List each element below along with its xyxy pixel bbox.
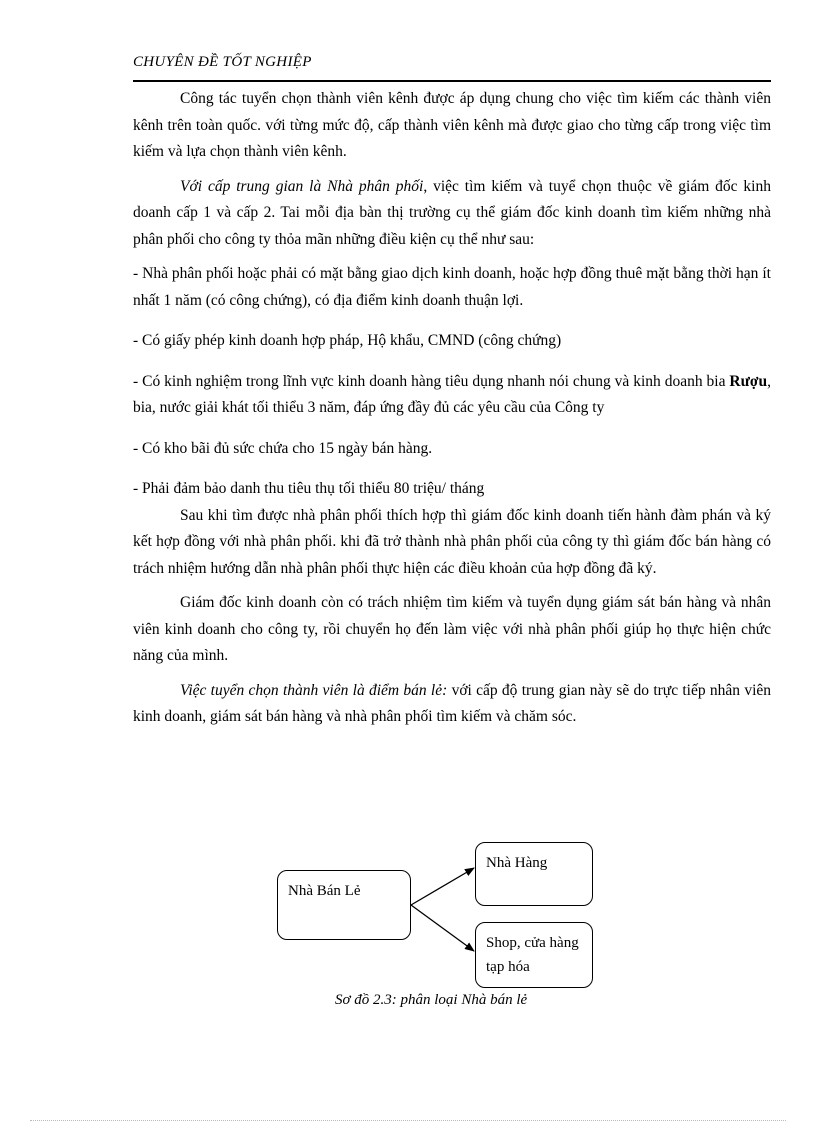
bullet-4: - Có kho bãi đủ sức chứa cho 15 ngày bán hàng. xyxy=(133,439,433,457)
bullet-3-pre: - Có kinh nghiệm trong lĩnh vực kinh doanh hàng tiêu dụng nhanh nói chung và kinh doanh bia xyxy=(133,372,730,390)
bullet-1: - Nhà phân phối hoặc phải có mặt bằng giao dịch kinh doanh, hoặc hợp đồng thuê mặt bằng thời hạn ít nhất 1 năm (có công chứng), có địa điểm kinh doanh thuận lợi. xyxy=(133,265,771,309)
page-bottom-divider xyxy=(30,1120,786,1121)
arrow-to-shop xyxy=(411,905,474,951)
paragraph-5 xyxy=(133,678,771,731)
paragraph-1: Công tác tuyển chọn thành viên kênh được áp dụng chung cho việc tìm kiếm các thành viên kênh trên toàn quốc. với từng mức độ, cấp thành viên kênh mà được giao cho từng cấp trong việc tìm kiếm và lựa chọn thành viên kênh. xyxy=(133,90,771,160)
node-restaurant: Nhà Hàng xyxy=(475,842,593,906)
paragraph-5-lead: Việc tuyển chọn thành viên là điểm bán lẻ: xyxy=(180,681,448,699)
bullet-3-bold: Rượu xyxy=(729,372,768,390)
bullet-2: - Có giấy phép kinh doanh hợp pháp, Hộ khẩu, CMND (công chứng) xyxy=(133,332,562,349)
paragraph-2-lead: Với cấp trung gian là Nhà phân phối xyxy=(180,177,424,195)
retail-classification-diagram xyxy=(270,838,600,1018)
node-shop: Shop, cửa hàng tạp hóa xyxy=(475,922,593,988)
header-title: CHUYÊN ĐỀ TỐT NGHIỆP xyxy=(133,54,312,70)
node-retailer: Nhà Bán Lẻ xyxy=(277,870,411,940)
bullet-3 xyxy=(133,369,771,422)
page-header xyxy=(133,50,771,82)
diagram-caption: Sơ đồ 2.3: phân loại Nhà bán lẻ xyxy=(335,992,528,1008)
paragraph-2 xyxy=(133,174,771,254)
bullet-3-post: , bia, nước giải khát tối thiểu 3 năm, đáp ứng đầy đủ các yêu cầu của Công ty xyxy=(133,372,771,416)
paragraph-5-rest: với cấp độ trung gian này sẽ do trực tiếp nhân viên kinh doanh, giám sát bán hàng và nhà phân phối tìm kiếm và chăm sóc. xyxy=(133,681,772,725)
bullet-5: - Phải đảm bảo danh thu tiêu thụ tối thiểu 80 triệu/ tháng xyxy=(133,480,485,497)
document-body xyxy=(133,86,771,731)
paragraph-4: Giám đốc kinh doanh còn có trách nhiệm tìm kiếm và tuyển dụng giám sát bán hàng và nhân viên kinh doanh cho công ty, rồi chuyển họ đến làm việc với nhà phân phối giúp họ thực hiện chức năng của mình. xyxy=(133,594,771,664)
paragraph-3: Sau khi tìm được nhà phân phối thích hợp thì giám đốc kinh doanh tiến hành đàm phán và ký kết hợp đồng với nhà phân phối. khi đã trở thành nhà phân phối của công ty thì giám đốc bán hàng có trách nhiệm hướng dẫn nhà phân phối thực hiện các điều khoản của hợp đồng đã ký. xyxy=(133,506,771,577)
paragraph-2-rest: , việc tìm kiếm và tuyể chọn thuộc về giám đốc kinh doanh cấp 1 và cấp 2. Tai mỗi địa bàn thị trường cụ thể giám đốc kinh doanh tìm kiếm những nhà phân phối cho công ty thỏa mãn những điều kiện cụ thể như sau: xyxy=(133,177,771,248)
arrow-to-restaurant xyxy=(411,868,474,905)
